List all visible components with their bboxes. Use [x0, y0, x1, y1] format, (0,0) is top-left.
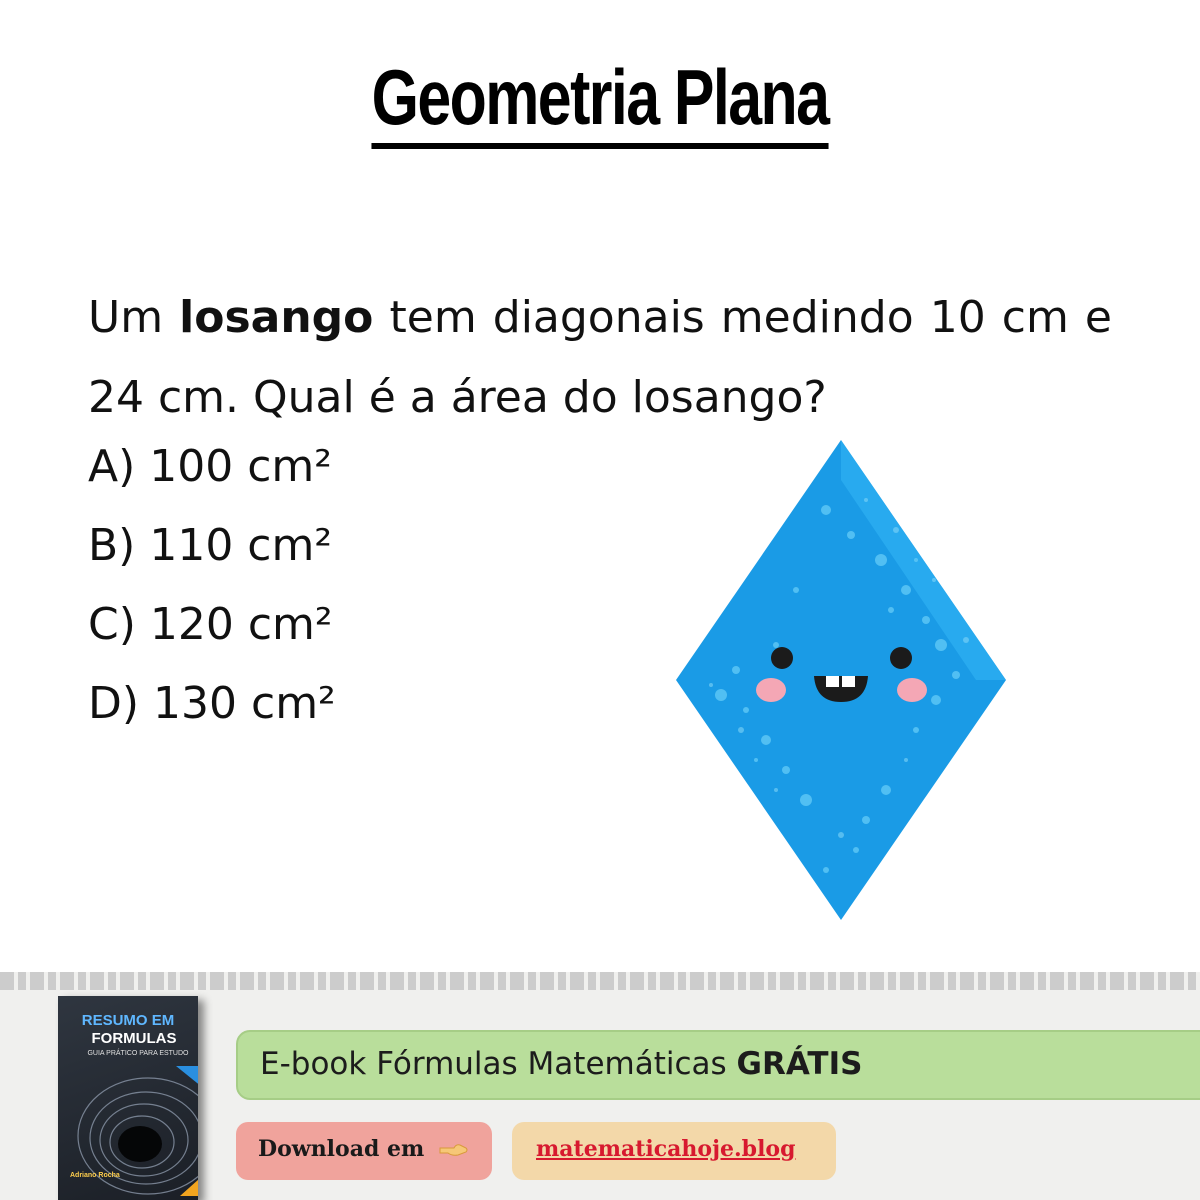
- question-bold-word: losango: [179, 292, 374, 343]
- option-a: A) 100 cm²: [88, 441, 332, 492]
- question-prefix: Um: [88, 292, 180, 343]
- page-title: [132, 52, 1068, 143]
- question-suffix: tem diagonais medindo 10 cm e 24 cm. Qual é a área do losango?: [88, 292, 1112, 423]
- option-d: D) 130 cm²: [88, 678, 336, 729]
- question-text: [88, 278, 1112, 438]
- ebook-offer-normal: E-book Fórmulas Matemáticas: [260, 1046, 737, 1082]
- ebook-offer-text: [260, 1046, 862, 1082]
- ebook-offer-box[interactable]: [236, 1030, 1200, 1100]
- book-author: Adriano Rocha: [70, 1172, 120, 1179]
- banner-divider: [0, 972, 1200, 990]
- book-title-line1: RESUMO EM: [81, 1012, 175, 1029]
- answer-options: [88, 432, 336, 748]
- ebook-cover[interactable]: [58, 996, 198, 1200]
- book-title-line2: FORMULAS: [91, 1030, 177, 1047]
- download-button[interactable]: [236, 1122, 492, 1180]
- ebook-offer-bold: GRÁTIS: [736, 1046, 863, 1082]
- option-b: B) 110 cm²: [88, 520, 332, 571]
- smiling-rhombus-icon: [676, 440, 1006, 920]
- book-subtitle: GUIA PRÁTICO PARA ESTUDO: [87, 1050, 189, 1057]
- pointing-hand-icon: [438, 1140, 468, 1160]
- download-label: Download em: [258, 1136, 425, 1162]
- option-c: C) 120 cm²: [88, 599, 333, 650]
- site-link-button[interactable]: [512, 1122, 836, 1180]
- page-title-text: Geometria Plana: [372, 53, 829, 149]
- site-link[interactable]: matematicahoje.blog: [536, 1136, 796, 1162]
